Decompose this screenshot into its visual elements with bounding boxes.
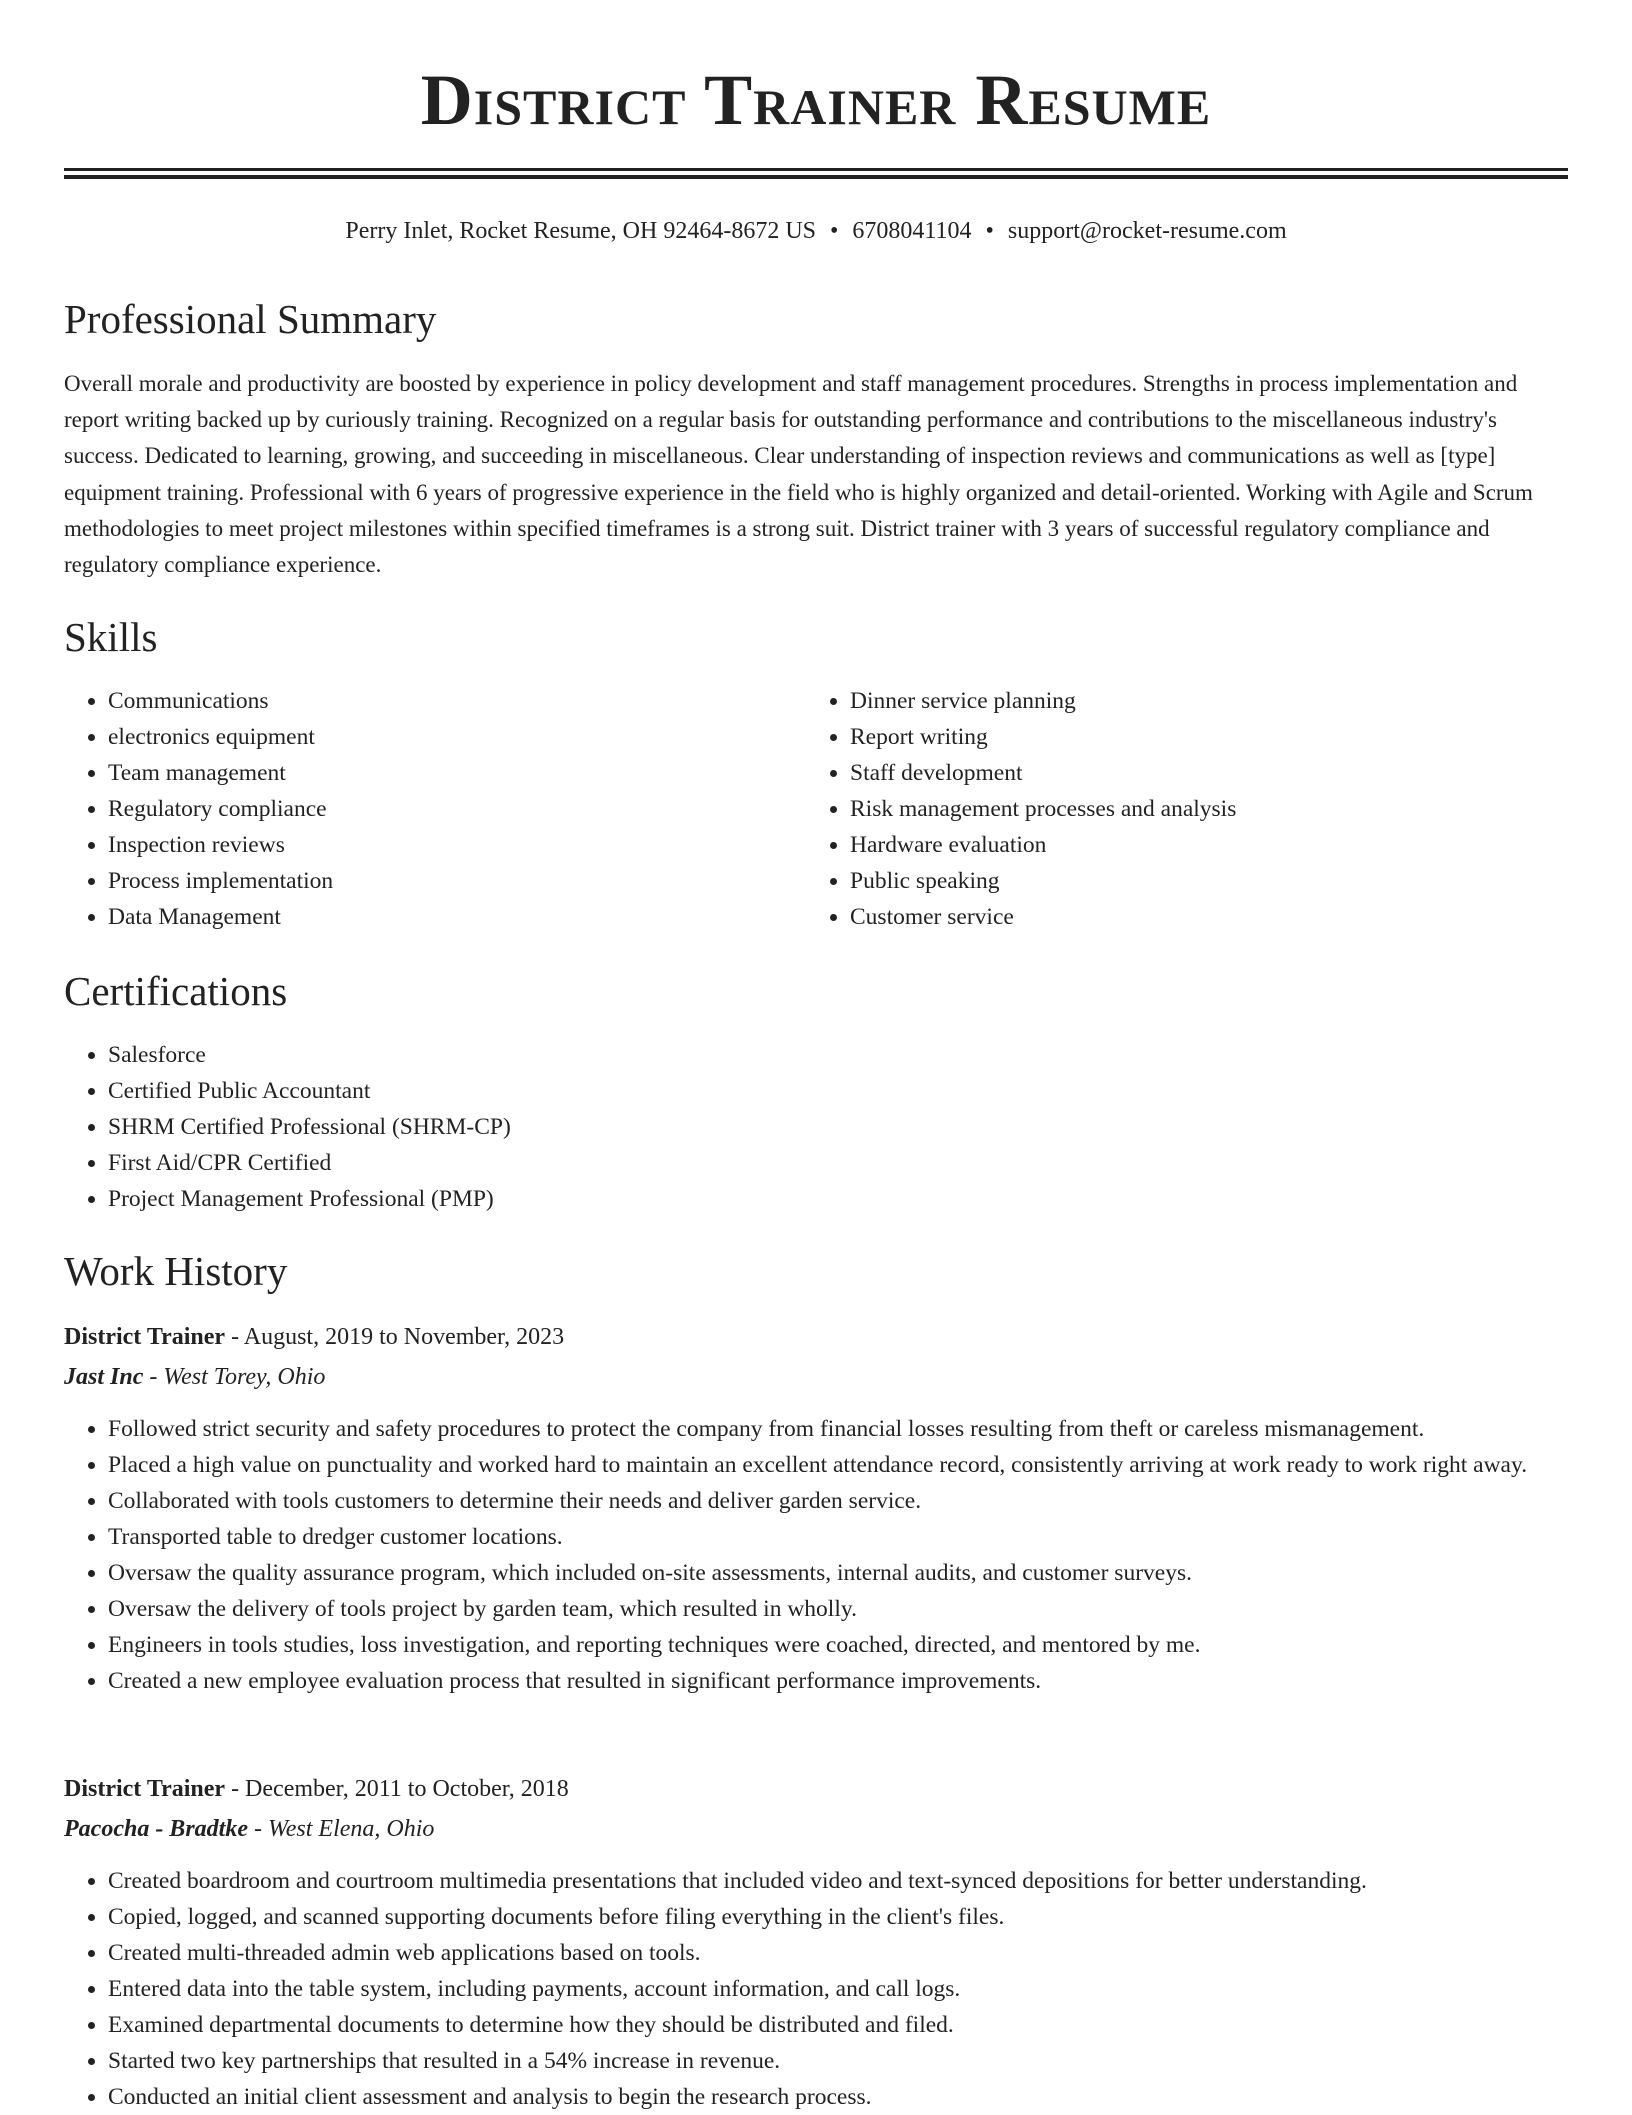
job-company-line xyxy=(64,1811,434,1847)
list-item: • Transported table to dredger customer locations. xyxy=(108,1519,1568,1555)
list-item: • First Aid/CPR Certified xyxy=(108,1145,1568,1181)
title-divider-bottom xyxy=(64,175,1568,179)
title-divider-top xyxy=(64,168,1568,171)
list-item: • Regulatory compliance xyxy=(108,791,808,827)
list-item: • Certified Public Accountant xyxy=(108,1073,1568,1109)
list-item: • Created multi-threaded admin web applications based on tools. xyxy=(108,1935,1568,1971)
job-title: District Trainer xyxy=(64,1324,226,1350)
list-item: • Followed strict security and safety procedures to protect the company from financial losses resulting from theft or careless mismanagement. xyxy=(108,1411,1568,1447)
contact-phone: 6708041104 xyxy=(852,218,972,244)
list-item: • Salesforce xyxy=(108,1037,1568,1073)
contact-line xyxy=(64,214,1568,248)
contact-separator: • xyxy=(830,218,839,244)
contact-separator: • xyxy=(985,218,994,244)
list-item: • Dinner service planning xyxy=(850,683,1610,719)
list-item: • Engineers in tools studies, loss investigation, and reporting techniques were coached, directed, and mentored by me. xyxy=(108,1627,1568,1663)
list-item: • Process implementation xyxy=(108,863,808,899)
list-item: • Risk management processes and analysis xyxy=(850,791,1610,827)
list-item: • electronics equipment xyxy=(108,719,808,755)
list-item: • Placed a high value on punctuality and worked hard to maintain an excellent attendance record, consistently arriving at work ready to work right away. xyxy=(108,1447,1568,1483)
list-item: • Created a new employee evaluation process that resulted in significant performance improvements. xyxy=(108,1663,1568,1699)
list-item: • Inspection reviews xyxy=(108,827,808,863)
job-title-line xyxy=(64,1319,564,1355)
skills-heading: Skills xyxy=(64,614,158,660)
job-company: Jast Inc xyxy=(64,1364,144,1390)
job-dates: - December, 2011 to October, 2018 xyxy=(225,1776,569,1802)
list-item: • Copied, logged, and scanned supporting documents before filing everything in the client's files. xyxy=(108,1899,1568,1935)
contact-email: support@rocket-resume.com xyxy=(1007,218,1287,244)
list-item: • Created boardroom and courtroom multimedia presentations that included video and text-synced depositions for better understanding. xyxy=(108,1863,1568,1899)
skills-list-left xyxy=(64,683,808,935)
list-item: • Conducted an initial client assessment and analysis to begin the research process. xyxy=(108,2079,1568,2115)
job-title-line xyxy=(64,1771,569,1807)
job-company-line xyxy=(64,1359,325,1395)
certifications-heading: Certifications xyxy=(64,968,288,1014)
list-item: • Report writing xyxy=(850,719,1610,755)
summary-heading: Professional Summary xyxy=(64,296,437,342)
resume-page xyxy=(64,0,1568,2110)
list-item: • Started two key partnerships that resulted in a 54% increase in revenue. xyxy=(108,2043,1568,2079)
list-item: • Examined departmental documents to determine how they should be distributed and filed. xyxy=(108,2007,1568,2043)
job-bullets xyxy=(64,1863,1568,2115)
list-item: • Oversaw the quality assurance program, which included on-site assessments, internal audits, and customer surveys. xyxy=(108,1555,1568,1591)
list-item: • Team management xyxy=(108,755,808,791)
list-item: • Hardware evaluation xyxy=(850,827,1610,863)
skills-list-right xyxy=(806,683,1610,935)
list-item: • Project Management Professional (PMP) xyxy=(108,1181,1568,1217)
list-item: • Communications xyxy=(108,683,808,719)
job-bullets xyxy=(64,1411,1568,1699)
summary-text: Overall morale and productivity are boosted by experience in policy development and staff management procedures. Strengths in process implementation and report writing backed up by curiously training. Recognized on a regular basis for outstanding performance and contributions to the miscellaneous industry's success. Dedicated to learning, growing, and succeeding in miscellaneous. Clear understanding of inspection reviews and communications as well as [type] equipment training. Professional with 6 years of progressive experience in the field who is highly organized and detail-oriented. Working with Agile and Scrum methodologies to meet project milestones within specified timeframes is a strong suit. District trainer with 3 years of successful regulatory compliance and regulatory compliance experience. xyxy=(64,371,1533,578)
list-item: • Staff development xyxy=(850,755,1610,791)
list-item: • Data Management xyxy=(108,899,808,935)
list-item: • Customer service xyxy=(850,899,1610,935)
job-title: District Trainer xyxy=(64,1776,226,1802)
list-item: • Oversaw the delivery of tools project by garden team, which resulted in wholly. xyxy=(108,1591,1568,1627)
list-item: • Collaborated with tools customers to determine their needs and deliver garden service. xyxy=(108,1483,1568,1519)
job-location: - West Torey, Ohio xyxy=(143,1364,326,1390)
list-item: • Entered data into the table system, including payments, account information, and call logs. xyxy=(108,1971,1568,2007)
list-item: • SHRM Certified Professional (SHRM-CP) xyxy=(108,1109,1568,1145)
resume-title: District Trainer Resume xyxy=(420,60,1212,140)
job-dates: - August, 2019 to November, 2023 xyxy=(225,1324,565,1350)
certifications-list xyxy=(64,1037,1568,1217)
job-location: - West Elena, Ohio xyxy=(247,1816,435,1842)
contact-address: Perry Inlet, Rocket Resume, OH 92464-8672 US xyxy=(345,218,816,244)
job-company: Pacocha - Bradtke xyxy=(64,1816,248,1842)
list-item: • Public speaking xyxy=(850,863,1610,899)
work-history-heading: Work History xyxy=(64,1248,288,1294)
